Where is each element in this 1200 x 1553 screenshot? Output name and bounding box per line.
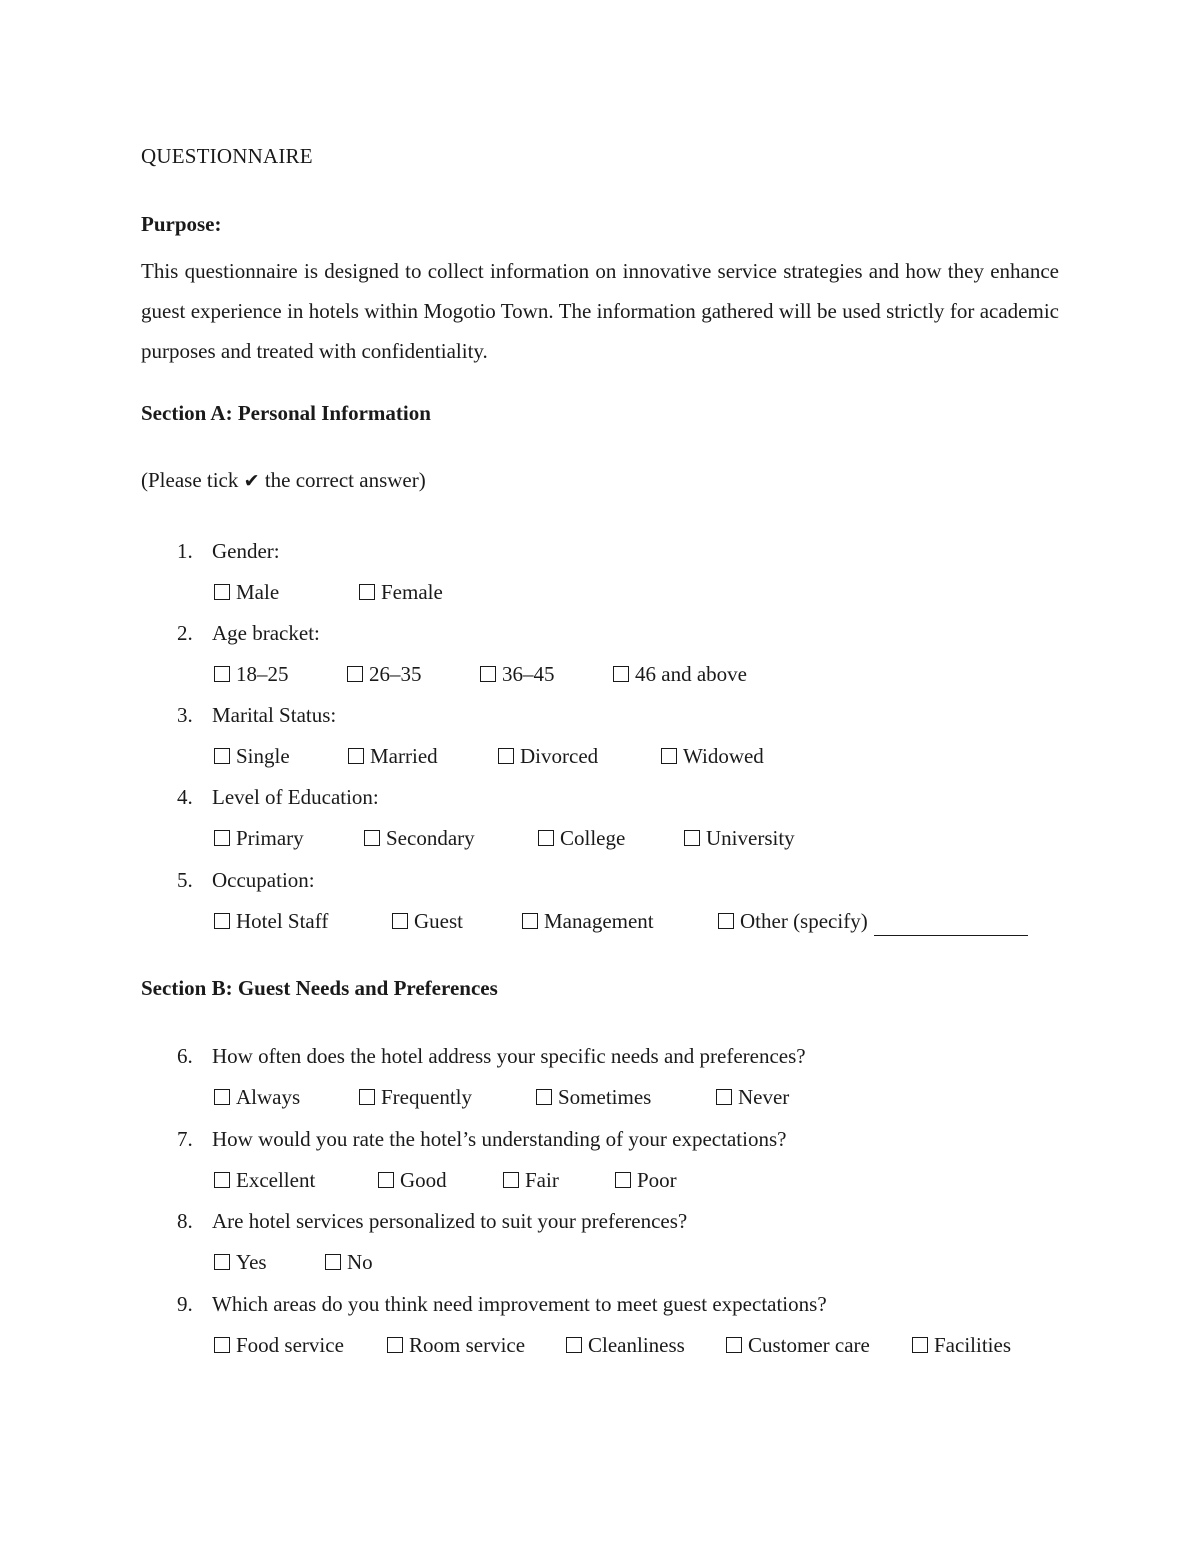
option-label: Female [381,580,443,604]
question-number: 6. [177,1044,193,1068]
purpose-text: This questionnaire is designed to collect information on innovative service strategies and how they enhance guest experience in hotels within Mogotio Town. The information gathered will be used strictly for academic purposes and treated with confidentiality. [141,259,1059,363]
checkbox-icon[interactable] [392,913,408,929]
question-text: How often does the hotel address your specific needs and preferences? [212,1044,806,1068]
question-number: 5. [177,868,193,892]
option-label: Divorced [520,744,599,768]
checkbox-icon[interactable] [912,1337,928,1353]
option-primary[interactable] [214,823,304,853]
option-widowed[interactable] [661,741,764,771]
option-label: Primary [236,826,304,850]
option-label: Married [370,744,438,768]
option-always[interactable] [214,1082,300,1112]
checkbox-icon[interactable] [348,748,364,764]
tick-icon: ✔ [243,470,260,492]
checkbox-icon[interactable] [615,1172,631,1188]
checkbox-icon[interactable] [364,830,380,846]
option-divorced[interactable] [498,741,598,771]
option-label: Male [236,580,280,604]
option-label: Good [400,1168,447,1192]
question-education [141,782,1059,864]
section-a-heading: Section A: Personal Information [141,401,431,425]
option-poor[interactable] [615,1165,677,1195]
checkbox-icon[interactable] [726,1337,742,1353]
question-number: 1. [177,539,193,563]
specify-blank-line[interactable] [874,913,1028,936]
option-label: 46 and above [635,662,747,686]
question-number: 8. [177,1209,193,1233]
question-text: Gender: [212,539,280,563]
question-text: Level of Education: [212,785,379,809]
checkbox-icon[interactable] [214,1089,230,1105]
instruction-text [141,468,426,493]
question-number: 9. [177,1292,193,1316]
option-customer-care[interactable] [726,1330,870,1360]
option-label: College [560,826,626,850]
checkbox-icon[interactable] [359,1089,375,1105]
question-text: Age bracket: [212,621,320,645]
option-label: Hotel Staff [236,909,329,933]
option-label: 26–35 [369,662,422,686]
option-label: Cleanliness [588,1333,685,1357]
checkbox-icon[interactable] [347,666,363,682]
option-label: 36–45 [502,662,555,686]
section-b-heading: Section B: Guest Needs and Preferences [141,976,498,1000]
option-label: Yes [236,1250,267,1274]
checkbox-icon[interactable] [718,913,734,929]
option-label: Guest [414,909,463,933]
checkbox-icon[interactable] [214,1337,230,1353]
option-excellent[interactable] [214,1165,315,1195]
checkbox-icon[interactable] [661,748,677,764]
question-occupation [141,865,1059,947]
checkbox-icon[interactable] [359,584,375,600]
option-label: Excellent [236,1168,316,1192]
question-text: Which areas do you think need improvement to meet guest expectations? [212,1292,827,1316]
option-male[interactable] [214,577,279,607]
option-single[interactable] [214,741,290,771]
option-university[interactable] [684,823,795,853]
option-room-service[interactable] [387,1330,525,1360]
document-title: QUESTIONNAIRE [141,144,313,168]
checkbox-icon[interactable] [613,666,629,682]
option-frequently[interactable] [359,1082,472,1112]
option-married[interactable] [348,741,438,771]
option-label: Always [236,1085,301,1109]
option-fair[interactable] [503,1165,559,1195]
option-label: Room service [409,1333,526,1357]
checkbox-icon[interactable] [503,1172,519,1188]
option-college[interactable] [538,823,625,853]
question-text: Marital Status: [212,703,337,727]
checkbox-icon[interactable] [538,830,554,846]
option-label: Never [738,1085,790,1109]
question-personalized-services [141,1206,1059,1288]
option-label: Customer care [748,1333,870,1357]
option-cleanliness[interactable] [566,1330,685,1360]
option-46-and-above[interactable] [613,659,747,689]
question-expectations-rating [141,1124,1059,1206]
option-label: Facilities [934,1333,1011,1357]
option-label: Fair [525,1168,559,1192]
question-needs-frequency [141,1041,1059,1123]
instruction-before: (Please tick [141,468,244,492]
option-sometimes[interactable] [536,1082,651,1112]
option-no[interactable] [325,1247,373,1277]
question-text: How would you rate the hotel’s understanding of your expectations? [212,1127,787,1151]
instruction-after: the correct answer) [259,468,426,492]
option-label: Food service [236,1333,344,1357]
question-number: 3. [177,703,193,727]
option-label: Poor [637,1168,677,1192]
option-secondary[interactable] [364,823,475,853]
checkbox-icon[interactable] [498,748,514,764]
checkbox-icon[interactable] [325,1254,341,1270]
option-label: Management [544,909,654,933]
option-other-specify[interactable] [718,906,1028,936]
option-label: Widowed [683,744,764,768]
checkbox-icon[interactable] [214,1254,230,1270]
question-age-bracket [141,618,1059,700]
checkbox-icon[interactable] [214,830,230,846]
option-label: 18–25 [236,662,289,686]
checkbox-icon[interactable] [536,1089,552,1105]
question-text: Are hotel services personalized to suit your preferences? [212,1209,688,1233]
option-food-service[interactable] [214,1330,344,1360]
option-good[interactable] [378,1165,447,1195]
question-number: 4. [177,785,193,809]
checkbox-icon[interactable] [522,913,538,929]
option-female[interactable] [359,577,443,607]
checkbox-icon[interactable] [480,666,496,682]
option-26-35[interactable] [347,659,422,689]
checkbox-icon[interactable] [214,748,230,764]
option-label: No [347,1250,373,1274]
checkbox-icon[interactable] [566,1337,582,1353]
option-label: University [706,826,795,850]
option-yes[interactable] [214,1247,267,1277]
checkbox-icon[interactable] [214,666,230,682]
question-gender [141,536,1059,618]
option-facilities[interactable] [912,1330,1011,1360]
option-never[interactable] [716,1082,789,1112]
checkbox-icon[interactable] [214,1172,230,1188]
checkbox-icon[interactable] [378,1172,394,1188]
question-number: 7. [177,1127,193,1151]
option-18-25[interactable] [214,659,289,689]
option-label: Other (specify) [740,909,868,933]
option-guest[interactable] [392,906,463,936]
option-management[interactable] [522,906,654,936]
option-label: Single [236,744,290,768]
checkbox-icon[interactable] [214,584,230,600]
checkbox-icon[interactable] [716,1089,732,1105]
checkbox-icon[interactable] [684,830,700,846]
option-label: Secondary [386,826,475,850]
purpose-heading: Purpose: [141,212,222,236]
option-label: Frequently [381,1085,472,1109]
option-label: Sometimes [558,1085,652,1109]
question-marital-status [141,700,1059,782]
question-text: Occupation: [212,868,315,892]
checkbox-icon[interactable] [387,1337,403,1353]
option-hotel-staff[interactable] [214,906,328,936]
option-36-45[interactable] [480,659,555,689]
question-number: 2. [177,621,193,645]
checkbox-icon[interactable] [214,913,230,929]
question-improvement-areas [141,1289,1059,1371]
